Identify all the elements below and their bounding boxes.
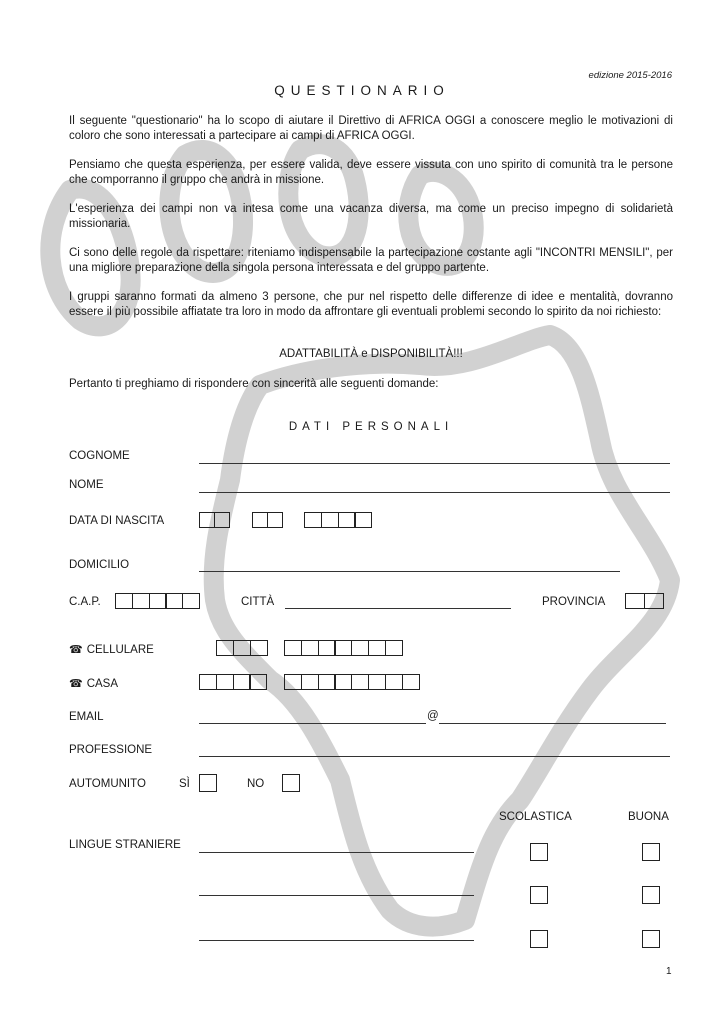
lingua-2-scolastica-checkbox[interactable]	[530, 886, 548, 904]
automunito-label: AUTOMUNITO	[69, 778, 146, 790]
lingua-1-scolastica-checkbox[interactable]	[530, 843, 548, 861]
cellulare-label: ☎ CELLULARE	[69, 644, 154, 656]
buona-header: BUONA	[628, 811, 669, 823]
lingue-label: LINGUE STRANIERE	[69, 839, 181, 851]
email-label: EMAIL	[69, 711, 104, 723]
casa-prefix-boxes[interactable]	[199, 674, 266, 690]
citta-label: CITTÀ	[241, 596, 275, 608]
automunito-si-checkbox[interactable]	[199, 774, 217, 792]
telephone-icon: ☎	[69, 678, 83, 690]
casa-number-boxes[interactable]	[284, 674, 419, 690]
intro-paragraph-4: Ci sono delle regole da rispettare: riteniamo indispensabile la partecipazione costante agli "INCONTRI MENSILI", per una migliore preparazione della singola persona interessata e del gruppo partente.	[69, 247, 673, 274]
closing-text: Pertanto ti preghiamo di rispondere con sincerità alle seguenti domande:	[69, 378, 439, 390]
page-title: QUESTIONARIO	[274, 83, 450, 98]
email-user-field[interactable]	[199, 723, 426, 724]
lingua-3-scolastica-checkbox[interactable]	[530, 930, 548, 948]
intro-paragraph-5: I gruppi saranno formati da almeno 3 persone, che pur nel rispetto delle differenze di idee e mentalità, dovranno essere il più possibile affiatate tra loro in modo da affrontare gli eventuali problemi secondo lo spirito da noi richiesto:	[69, 291, 673, 318]
automunito-no-checkbox[interactable]	[282, 774, 300, 792]
cap-boxes[interactable]	[115, 593, 199, 609]
cognome-field[interactable]	[199, 463, 670, 464]
nome-label: NOME	[69, 479, 104, 491]
data-nascita-label: DATA DI NASCITA	[69, 515, 165, 527]
intro-paragraph-1: Il seguente "questionario" ha lo scopo di aiutare il Direttivo di AFRICA OGGI a conoscere meglio le motivazioni di coloro che sono interessati a partecipare ai campi di AFRICA OGGI.	[69, 115, 673, 142]
provincia-boxes[interactable]	[625, 593, 663, 609]
cap-label: C.A.P.	[69, 596, 101, 608]
edition-label: edizione 2015-2016	[588, 70, 672, 81]
lingua-1-field[interactable]	[199, 852, 474, 853]
email-domain-field[interactable]	[439, 723, 666, 724]
no-label: NO	[247, 778, 265, 790]
cognome-label: COGNOME	[69, 450, 130, 462]
intro-paragraph-3: L'esperienza dei campi non va intesa come una vacanza diversa, ma come un preciso impegno di solidarietà missionaria.	[69, 203, 673, 230]
section-title-dati-personali: DATI PERSONALI	[288, 421, 454, 433]
professione-field[interactable]	[199, 756, 670, 757]
domicilio-field[interactable]	[199, 571, 620, 572]
lingua-3-buona-checkbox[interactable]	[642, 930, 660, 948]
cellulare-prefix-boxes[interactable]	[216, 640, 266, 656]
nome-field[interactable]	[199, 492, 670, 493]
motto: ADATTABILITÀ e DISPONIBILITÀ!!!	[279, 348, 463, 360]
page-number: 1	[666, 966, 672, 977]
cellulare-number-boxes[interactable]	[284, 640, 402, 656]
si-label: SÌ	[179, 778, 190, 790]
birth-day-boxes[interactable]	[199, 512, 229, 528]
lingua-2-buona-checkbox[interactable]	[642, 886, 660, 904]
lingua-1-buona-checkbox[interactable]	[642, 843, 660, 861]
intro-paragraph-2: Pensiamo che questa esperienza, per essere valida, deve essere vissuta con uno spirito di comunità tra le persone che comporranno il gruppo che andrà in missione.	[69, 159, 673, 186]
birth-month-boxes[interactable]	[252, 512, 282, 528]
provincia-label: PROVINCIA	[542, 596, 606, 608]
email-at-sign: @	[427, 710, 439, 722]
lingua-3-field[interactable]	[199, 940, 474, 941]
birth-year-boxes[interactable]	[304, 512, 371, 528]
lingua-2-field[interactable]	[199, 895, 474, 896]
professione-label: PROFESSIONE	[69, 744, 153, 756]
telephone-icon: ☎	[69, 644, 83, 656]
casa-label: ☎ CASA	[69, 678, 119, 690]
domicilio-label: DOMICILIO	[69, 559, 130, 571]
scolastica-header: SCOLASTICA	[499, 811, 572, 823]
citta-field[interactable]	[285, 608, 511, 609]
